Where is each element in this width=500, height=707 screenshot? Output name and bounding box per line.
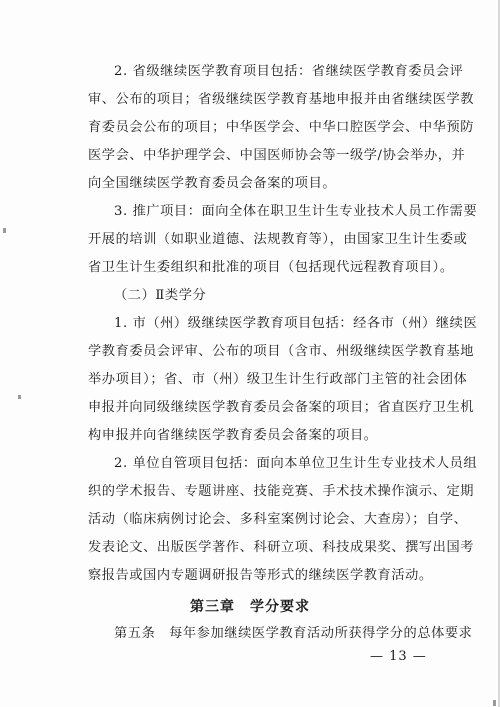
paragraph-line: 察报告或国内专题调研报告等形式的继续医学教育活动。 <box>88 568 433 583</box>
page-number: — 13 — <box>370 649 427 664</box>
paragraph-line: 育委员会公布的项目；中华医学会、中华口腔医学会、中华预防 <box>88 120 475 135</box>
paragraph-line: 开展的培训（如职业道德、法规教育等），由国家卫生计生委或 <box>88 232 468 247</box>
paragraph-line: 第五条 每年参加继续医学教育活动所获得学分的总体要求 <box>114 626 473 641</box>
chapter-heading: 第三章 学分要求 <box>190 599 310 615</box>
paragraph-line: 2. 单位自管项目包括：面向本单位卫生计生专业技术人员组 <box>114 456 478 471</box>
paragraph-line: 向全国继续医学教育委员会备案的项目。 <box>88 176 337 191</box>
paragraph-line: 发表论文、出版医学著作、科研立项、科技成果奖、撰写出国考 <box>88 540 475 555</box>
paragraph-line: 构申报并向省继续医学教育委员会备案的项目。 <box>88 428 378 443</box>
paragraph-line: 织的学术报告、专题讲座、技能竞赛、手术技术操作演示、定期 <box>88 484 475 499</box>
paragraph-line: 3. 推广项目：面向全体在职卫生计生专业技术人员工作需要 <box>114 204 478 219</box>
paragraph-line: 省卫生计生委组织和批准的项目（包括现代远程教育项目）。 <box>88 260 454 275</box>
paragraph-line: 活动（临床病例讨论会、多科室案例讨论会、大查房）；自学、 <box>88 512 468 527</box>
paragraph-line: 举办项目）；省、市（州）级卫生计生行政部门主管的社会团体 <box>88 372 468 387</box>
scan-artifact <box>493 700 496 706</box>
paragraph-line: 医学会、中华护理学会、中国医师协会等一级学/协会举办，并 <box>88 148 466 163</box>
paragraph-line: 学教育委员会评审、公布的项目（含市、州级继续医学教育基地 <box>88 344 475 359</box>
scan-artifact <box>18 395 21 399</box>
paragraph-line: 申报并向同级继续医学教育委员会备案的项目；省直医疗卫生机 <box>88 400 475 415</box>
section-subheading: （二）Ⅱ类学分 <box>114 288 207 303</box>
scan-artifact <box>3 228 6 233</box>
paragraph-line: 审、公布的项目；省级继续医学教育基地申报并由省继续医学教 <box>88 92 475 107</box>
paragraph-line: 2. 省级继续医学教育项目包括：省继续医学教育委员会评 <box>114 64 464 79</box>
paragraph-line: 1. 市（州）级继续医学教育项目包括：经各市（州）继续医 <box>114 316 478 331</box>
